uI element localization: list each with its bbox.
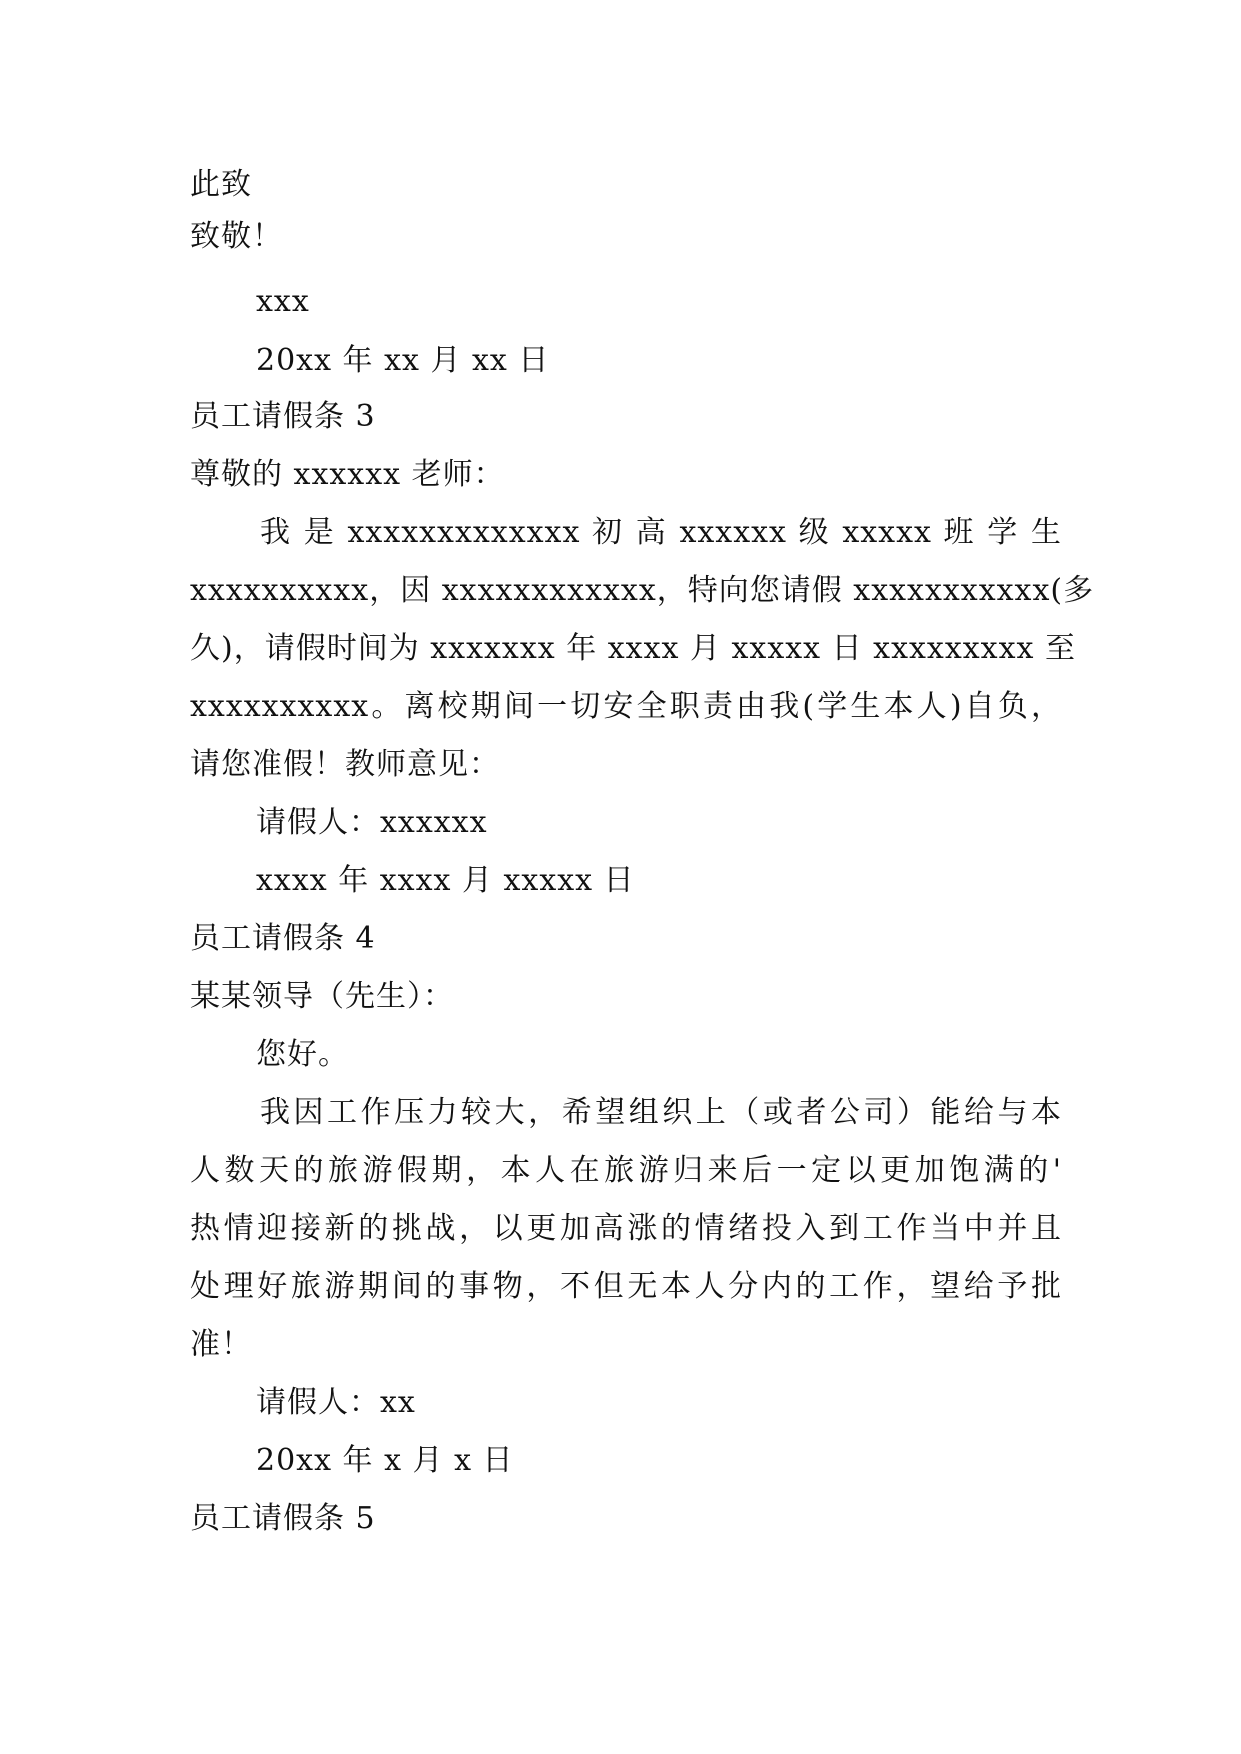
greeting-4: 您好。 (256, 1037, 349, 1072)
body-line-3-5: 请您准假！教师意见： (190, 747, 500, 782)
date-4: 20xx 年 x 月 x 日 (256, 1443, 514, 1478)
signature-date: 20xx 年 xx 月 xx 日 (256, 343, 550, 378)
body-line-3-2: xxxxxxxxxx，因 xxxxxxxxxxxx，特向您请假 xxxxxxxxxxx(多 (190, 573, 1095, 608)
signer-name: xxx (256, 284, 310, 319)
body-line-4-5: 准！ (190, 1327, 252, 1362)
salutation-3: 尊敬的 xxxxxx 老师： (190, 457, 505, 492)
body-line-4-1: 我因工作压力较大，希望组织上（或者公司）能给与本 (260, 1095, 1062, 1130)
body-line-4-3: 热情迎接新的挑战，以更加高涨的情绪投入到工作当中并且 (190, 1211, 1062, 1246)
section-title-4: 员工请假条 4 (190, 921, 376, 956)
salutation-4: 某某领导（先生）： (190, 979, 454, 1014)
body-line-4-2: 人数天的旅游假期，本人在旅游归来后一定以更加饱满的' (190, 1153, 1062, 1188)
body-line-3-4: xxxxxxxxxx。离校期间一切安全职责由我(学生本人)自负， (190, 689, 1062, 724)
date-3: xxxx 年 xxxx 月 xxxxx 日 (256, 863, 635, 898)
body-line-3-3: 久)，请假时间为 xxxxxxx 年 xxxx 月 xxxxx 日 xxxxxxxxx 至 (190, 631, 1076, 666)
section-title-3: 员工请假条 3 (190, 399, 376, 434)
body-line-4-4: 处理好旅游期间的事物，不但无本人分内的工作，望给予批 (190, 1269, 1062, 1304)
closing-line-1: 此致 (190, 167, 252, 202)
applicant-4: 请假人：xx (256, 1385, 416, 1420)
section-title-5: 员工请假条 5 (190, 1501, 376, 1536)
closing-line-2: 致敬！ (190, 219, 283, 254)
body-line-3-1: 我 是 xxxxxxxxxxxxx 初 高 xxxxxx 级 xxxxx 班 学 生 (260, 515, 1062, 550)
applicant-3: 请假人：xxxxxx (256, 805, 488, 840)
